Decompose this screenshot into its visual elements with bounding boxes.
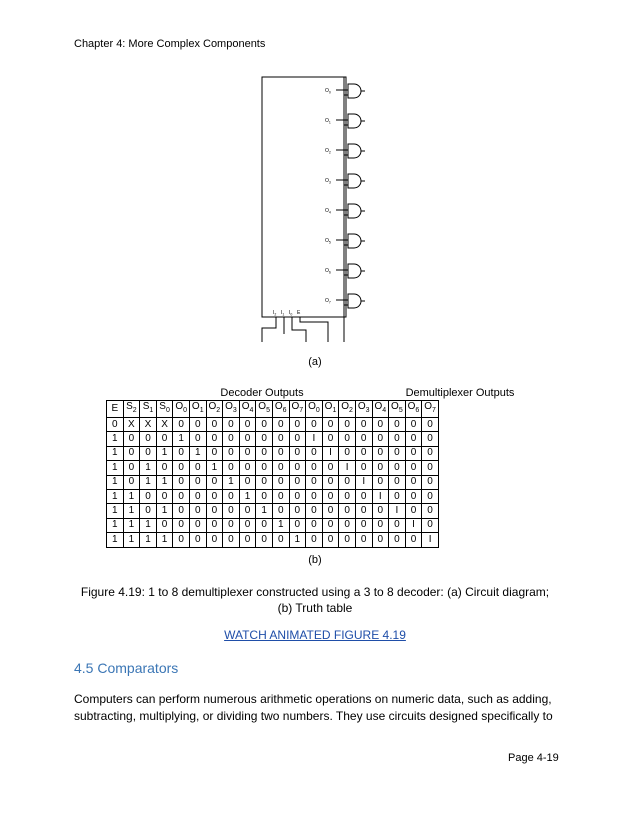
table-cell: I: [372, 489, 389, 503]
table-cell: 0: [405, 475, 422, 489]
table-cell: 0: [239, 475, 256, 489]
column-header: $O_1$: [189, 401, 206, 418]
body-paragraph: Computers can perform numerous arithmetic operations on numeric data, such as adding, subtracting, multiplying, or dividing two numbers. They use circuits designed specifically to: [74, 692, 553, 723]
table-row: [107, 475, 439, 489]
table-cell: 0: [289, 518, 306, 532]
table-cell: 0: [306, 461, 323, 475]
output-label: $O_6$: [325, 268, 331, 275]
table-cell: I: [422, 533, 439, 547]
caption-b: (b): [308, 554, 322, 566]
table-cell: 0: [272, 533, 289, 547]
table-cell: 0: [422, 461, 439, 475]
table-cell: 0: [239, 461, 256, 475]
table-cell: 0: [355, 504, 372, 518]
input-pin: [273, 310, 276, 317]
table-cell: 0: [322, 432, 339, 446]
table-cell: 1: [140, 518, 157, 532]
column-header: $O_5$: [389, 401, 406, 418]
truth-table: [106, 400, 439, 548]
table-cell: 0: [223, 533, 240, 547]
column-header: $O_6$: [405, 401, 422, 418]
table-cell: 0: [422, 475, 439, 489]
table-cell: 0: [306, 533, 323, 547]
decoder-outputs-header: Decoder Outputs: [220, 387, 304, 399]
and-gate-output: [325, 264, 365, 278]
table-cell: 1: [123, 504, 140, 518]
column-header: $O_4$: [239, 401, 256, 418]
output-label: $O_0$: [325, 88, 331, 95]
table-cell: 0: [173, 518, 190, 532]
input-wire: [292, 317, 306, 342]
table-cell: 1: [189, 446, 206, 460]
table-cell: 0: [389, 533, 406, 547]
table-cell: 0: [239, 518, 256, 532]
column-header: $S_0$: [156, 401, 173, 418]
table-cell: 0: [223, 489, 240, 503]
table-cell: 0: [339, 489, 356, 503]
column-header: $O_6$: [272, 401, 289, 418]
table-cell: 0: [123, 461, 140, 475]
column-header: $S_2$: [123, 401, 140, 418]
table-cell: I: [405, 518, 422, 532]
table-cell: 0: [339, 418, 356, 432]
output-label: $O_7$: [325, 298, 331, 305]
table-cell: 0: [256, 533, 273, 547]
table-cell: 0: [239, 533, 256, 547]
table-cell: 1: [156, 533, 173, 547]
and-gate-output: [325, 234, 365, 248]
table-row: [107, 504, 439, 518]
table-cell: 0: [306, 489, 323, 503]
input-label: $I_2$: [273, 310, 277, 317]
table-cell: 0: [173, 533, 190, 547]
table-cell: 0: [306, 504, 323, 518]
table-cell: 0: [422, 418, 439, 432]
table-cell: 0: [339, 432, 356, 446]
table-cell: 0: [189, 489, 206, 503]
table-cell: 0: [289, 418, 306, 432]
table-cell: 0: [156, 489, 173, 503]
column-header: $O_2$: [339, 401, 356, 418]
table-cell: 0: [272, 446, 289, 460]
column-header: $O_5$: [256, 401, 273, 418]
table-cell: X: [156, 418, 173, 432]
table-cell: X: [123, 418, 140, 432]
table-cell: 0: [223, 446, 240, 460]
chapter-header: Chapter 4: More Complex Components: [74, 38, 266, 50]
table-cell: 0: [156, 432, 173, 446]
table-cell: 0: [306, 446, 323, 460]
table-cell: 0: [322, 504, 339, 518]
table-cell: 1: [107, 446, 124, 460]
table-cell: 0: [140, 446, 157, 460]
table-cell: 0: [272, 504, 289, 518]
decoder-block: [262, 77, 346, 317]
table-cell: 0: [206, 489, 223, 503]
table-cell: 0: [206, 418, 223, 432]
table-cell: 0: [372, 475, 389, 489]
table-cell: 1: [107, 432, 124, 446]
demux-outputs-header: Demultiplexer Outputs: [405, 387, 515, 399]
table-cell: 0: [206, 533, 223, 547]
table-cell: 0: [206, 432, 223, 446]
table-row: [107, 489, 439, 503]
table-cell: 0: [289, 489, 306, 503]
table-cell: 0: [256, 489, 273, 503]
table-cell: 0: [272, 475, 289, 489]
table-cell: 0: [239, 418, 256, 432]
table-cell: 1: [123, 533, 140, 547]
table-cell: 0: [372, 504, 389, 518]
table-cell: 1: [272, 518, 289, 532]
table-cell: 0: [289, 461, 306, 475]
table-cell: 0: [156, 461, 173, 475]
table-cell: 0: [239, 446, 256, 460]
column-header: $O_2$: [206, 401, 223, 418]
table-cell: 0: [256, 461, 273, 475]
table-cell: 0: [422, 489, 439, 503]
table-cell: I: [322, 446, 339, 460]
table-cell: 0: [289, 504, 306, 518]
table-cell: 0: [372, 418, 389, 432]
table-cell: 0: [173, 461, 190, 475]
table-cell: 0: [339, 475, 356, 489]
and-gate-output: [325, 204, 365, 218]
table-cell: 0: [206, 504, 223, 518]
table-cell: 1: [223, 475, 240, 489]
input-pin: [289, 310, 292, 317]
table-cell: 0: [189, 518, 206, 532]
table-cell: 0: [389, 518, 406, 532]
and-gate-output: [325, 114, 365, 128]
table-cell: 0: [123, 432, 140, 446]
table-cell: 0: [372, 461, 389, 475]
table-cell: 0: [355, 533, 372, 547]
table-cell: 0: [322, 475, 339, 489]
table-cell: 0: [272, 418, 289, 432]
column-header: $S_1$: [140, 401, 157, 418]
table-cell: 0: [355, 461, 372, 475]
caption-a: (a): [308, 356, 322, 368]
table-cell: 0: [372, 533, 389, 547]
output-label: $O_3$: [325, 178, 331, 185]
table-cell: 0: [256, 518, 273, 532]
table-cell: 0: [223, 518, 240, 532]
table-cell: 1: [107, 518, 124, 532]
table-cell: I: [389, 504, 406, 518]
table-cell: 0: [223, 432, 240, 446]
table-cell: X: [140, 418, 157, 432]
section-title: 4.5 Comparators: [74, 660, 179, 676]
column-header: E: [107, 401, 124, 418]
table-cell: 0: [322, 461, 339, 475]
table-cell: 0: [189, 504, 206, 518]
table-cell: 0: [206, 446, 223, 460]
table-row: [107, 461, 439, 475]
table-cell: 0: [156, 518, 173, 532]
table-cell: 0: [355, 418, 372, 432]
table-cell: 1: [140, 533, 157, 547]
table-cell: 0: [173, 489, 190, 503]
table-cell: 1: [107, 504, 124, 518]
and-gate-output: [325, 294, 365, 308]
figure-caption: Figure 4.19: 1 to 8 demultiplexer constructed using a 3 to 8 decoder: (a) Circuit diagram; (b) Truth table: [80, 585, 550, 615]
table-cell: 1: [107, 475, 124, 489]
column-header: $O_3$: [223, 401, 240, 418]
table-cell: 0: [405, 432, 422, 446]
and-gate-output: [325, 84, 365, 98]
table-cell: 0: [389, 475, 406, 489]
table-cell: I: [306, 432, 323, 446]
table-cell: 0: [322, 489, 339, 503]
table-cell: 1: [123, 489, 140, 503]
table-cell: 0: [339, 504, 356, 518]
table-row: [107, 432, 439, 446]
table-cell: 0: [339, 446, 356, 460]
table-cell: 0: [405, 489, 422, 503]
table-cell: 1: [140, 461, 157, 475]
table-cell: 0: [339, 533, 356, 547]
column-header: $O_0$: [306, 401, 323, 418]
table-cell: 0: [322, 418, 339, 432]
table-cell: 0: [256, 475, 273, 489]
table-cell: 1: [107, 533, 124, 547]
table-cell: 0: [306, 518, 323, 532]
table-cell: 0: [189, 432, 206, 446]
table-cell: 0: [140, 504, 157, 518]
table-cell: 0: [422, 518, 439, 532]
table-cell: 0: [206, 518, 223, 532]
table-cell: 0: [239, 432, 256, 446]
table-cell: 0: [107, 418, 124, 432]
table-cell: 0: [405, 418, 422, 432]
output-label: $O_5$: [325, 238, 331, 245]
table-cell: 0: [405, 504, 422, 518]
table-cell: 0: [239, 504, 256, 518]
page-number: Page 4-19: [508, 752, 559, 764]
column-header: $O_4$: [372, 401, 389, 418]
table-cell: 0: [256, 446, 273, 460]
table-cell: 0: [223, 504, 240, 518]
table-cell: 1: [206, 461, 223, 475]
table-cell: 1: [156, 475, 173, 489]
table-cell: I: [339, 461, 356, 475]
output-label: $O_4$: [325, 208, 331, 215]
table-cell: 1: [256, 504, 273, 518]
input-pin: [281, 310, 284, 317]
table-cell: 0: [140, 432, 157, 446]
column-header: $O_1$: [322, 401, 339, 418]
input-label: E: [297, 310, 301, 316]
table-cell: 0: [223, 461, 240, 475]
table-cell: 1: [107, 489, 124, 503]
table-cell: 0: [173, 446, 190, 460]
table-cell: 0: [389, 432, 406, 446]
table-cell: 0: [256, 418, 273, 432]
table-cell: 0: [189, 533, 206, 547]
table-cell: 0: [306, 475, 323, 489]
table-cell: 0: [322, 518, 339, 532]
output-label: $O_2$: [325, 148, 331, 155]
table-cell: 0: [355, 489, 372, 503]
table-cell: 0: [355, 518, 372, 532]
table-row: [107, 518, 439, 532]
table-cell: 1: [289, 533, 306, 547]
table-cell: 0: [289, 446, 306, 460]
and-gate-output: [325, 144, 365, 158]
table-cell: I: [355, 475, 372, 489]
column-header: $O_0$: [173, 401, 190, 418]
table-cell: 0: [189, 461, 206, 475]
table-cell: 0: [372, 432, 389, 446]
table-row: [107, 446, 439, 460]
column-header: $O_7$: [289, 401, 306, 418]
column-header: $O_7$: [422, 401, 439, 418]
table-cell: 0: [272, 432, 289, 446]
table-cell: 0: [405, 461, 422, 475]
table-cell: 0: [189, 418, 206, 432]
table-cell: 0: [123, 446, 140, 460]
table-cell: 1: [239, 489, 256, 503]
table-cell: 1: [156, 446, 173, 460]
table-cell: 0: [289, 475, 306, 489]
watch-animated-figure-link[interactable]: WATCH ANIMATED FIGURE 4.19: [224, 628, 406, 642]
input-label: $I_0$: [289, 310, 293, 317]
table-cell: 1: [123, 518, 140, 532]
table-cell: 0: [272, 461, 289, 475]
table-cell: 0: [272, 489, 289, 503]
table-cell: 0: [223, 418, 240, 432]
table-cell: 0: [422, 446, 439, 460]
table-cell: 0: [405, 446, 422, 460]
input-label: $I_1$: [281, 310, 285, 317]
decoder-circuit-diagram: [250, 70, 380, 346]
output-label: $O_1$: [325, 118, 331, 125]
table-cell: 0: [405, 533, 422, 547]
table-cell: 0: [422, 432, 439, 446]
table-cell: 1: [173, 432, 190, 446]
table-cell: 1: [107, 461, 124, 475]
table-cell: 0: [389, 461, 406, 475]
table-cell: 0: [289, 432, 306, 446]
table-cell: 0: [173, 418, 190, 432]
table-cell: 0: [189, 475, 206, 489]
table-cell: 0: [256, 432, 273, 446]
table-cell: 0: [372, 446, 389, 460]
input-wire: [262, 317, 276, 342]
table-cell: 0: [173, 504, 190, 518]
table-cell: 0: [173, 475, 190, 489]
table-cell: 0: [206, 475, 223, 489]
table-cell: 1: [140, 475, 157, 489]
table-cell: 0: [123, 475, 140, 489]
column-header: $O_3$: [355, 401, 372, 418]
table-cell: 0: [355, 432, 372, 446]
table-cell: 0: [422, 504, 439, 518]
table-row: [107, 533, 439, 547]
table-cell: 0: [372, 518, 389, 532]
input-pin: [297, 310, 301, 316]
table-cell: 0: [140, 489, 157, 503]
table-header-row: [107, 401, 439, 418]
and-gate-output: [325, 174, 365, 188]
table-cell: 0: [389, 489, 406, 503]
table-row: [107, 418, 439, 432]
table-cell: 0: [322, 533, 339, 547]
table-cell: 0: [306, 418, 323, 432]
table-cell: 0: [339, 518, 356, 532]
table-cell: 0: [389, 418, 406, 432]
table-cell: 0: [389, 446, 406, 460]
table-cell: 1: [156, 504, 173, 518]
table-cell: 0: [355, 446, 372, 460]
